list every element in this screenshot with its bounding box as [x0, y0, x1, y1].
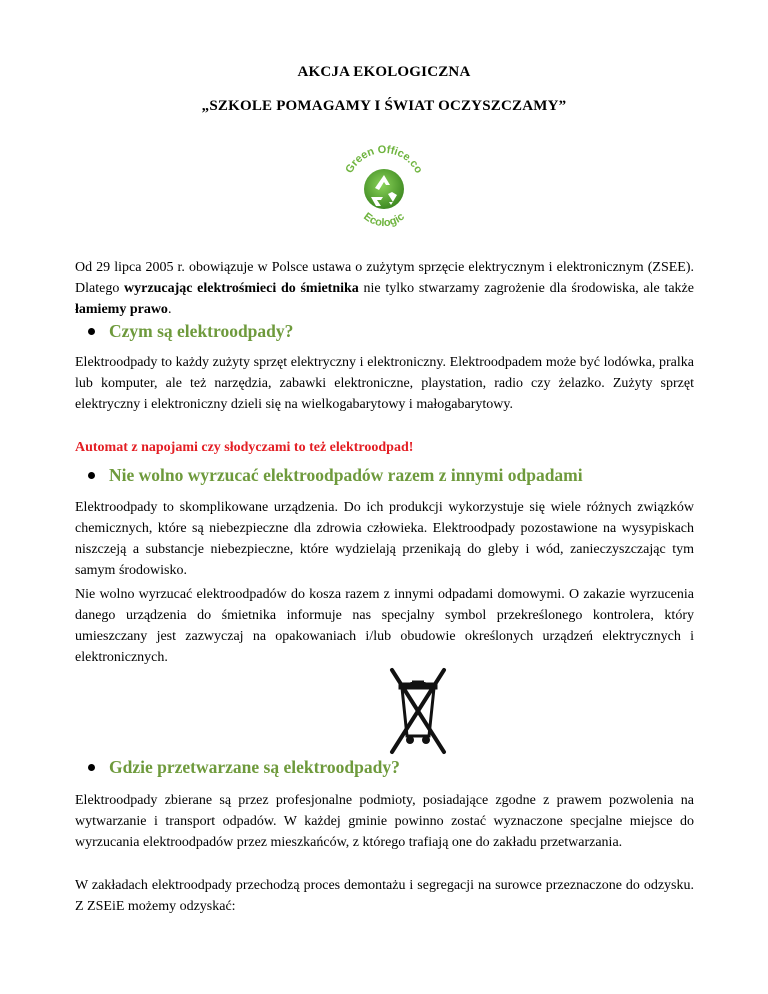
highlight-note: Automat z napojami czy słodyczami to też elektroodpad! [75, 440, 414, 455]
logo-text-top: Green Office.co [343, 143, 425, 176]
section-1-paragraph: Elektroodpady to każdy zużyty sprzęt elektryczny i elektroniczny. Elektroodpadem może być lodówka, pralka lub komputer, ale też narzędzia, zabawki elektroniczne, playstation, radio czy żelazko. Zużyty sprzęt elektryczny i elektroniczny dzieli się na wielkogabarytowy i małogabarytowy. [75, 355, 694, 412]
document-title: AKCJA EKOLOGICZNA [297, 64, 471, 80]
section-heading-where-processed: Gdzie przetwarzane są elektroodpady? [75, 757, 695, 778]
section-3-paragraph-2: W zakładach elektroodpady przechodzą proces demontażu i segregacji na surowce przeznaczone do odzysku. Z ZSEiE możemy odzyskać: [75, 878, 694, 914]
intro-paragraph: Od 29 lipca 2005 r. obowiązuje w Polsce ustawa o zużytym sprzęcie elektrycznym i elektronicznym (ZSEE). Dlatego wyrzucając elektrośmieci do śmietnika nie tylko stwarzamy zagrożenie dla środowiska, ale także łamiemy prawo. [75, 260, 694, 317]
section-2-paragraph-1: Elektroodpady to skomplikowane urządzenia. Do ich produkcji wykorzystuje się wiele różnych związków chemicznych, które są niebezpieczne dla zdrowia człowieka. Elektroodpady pozostawione na wysypiskach niszczeją a substancje niebezpieczne, które wydzielają przenikają do gleby i wód, zanieczyszczając tym samym środowisko. [75, 500, 694, 578]
section-2-paragraph-2: Nie wolno wyrzucać elektroodpadów do kosza razem z innymi odpadami domowymi. O zakazie wyrzucenia danego urządzenia do śmietnika informuje nas specjalny symbol przekreślonego kontrolera, który umieszczany jest zazwyczaj na opakowaniach i/lub obudowie określonych urządzeń elektrycznych i elektronicznych. [75, 587, 694, 665]
section-heading-do-not-throw: Nie wolno wyrzucać elektroodpadów razem z innymi odpadami [75, 465, 695, 486]
crossed-out-bin-icon [352, 660, 482, 760]
bullet-icon [88, 472, 95, 479]
bullet-icon [88, 328, 95, 335]
green-office-logo [334, 137, 434, 237]
document-subtitle: „SZKOLE POMAGAMY I ŚWIAT OCZYSZCZAMY” [201, 98, 567, 114]
section-heading-what-are-e-waste: Czym są elektroodpady? [75, 321, 695, 342]
logo-text-bottom: Ecologic [361, 210, 407, 230]
section-3-paragraph-1: Elektroodpady zbierane są przez profesjonalne podmioty, posiadające zgodne z prawem pozwolenia na wytwarzanie i transport odpadów. W każdej gminie powinno zostać wyznaczone specjalne miejsce do wyrzucania elektroodpadów przez mieszkańców, z którego trafiają one do zakładu przetwarzania. [75, 793, 694, 850]
svg-text:Ecologic [361, 211, 407, 230]
bullet-icon [88, 764, 95, 771]
